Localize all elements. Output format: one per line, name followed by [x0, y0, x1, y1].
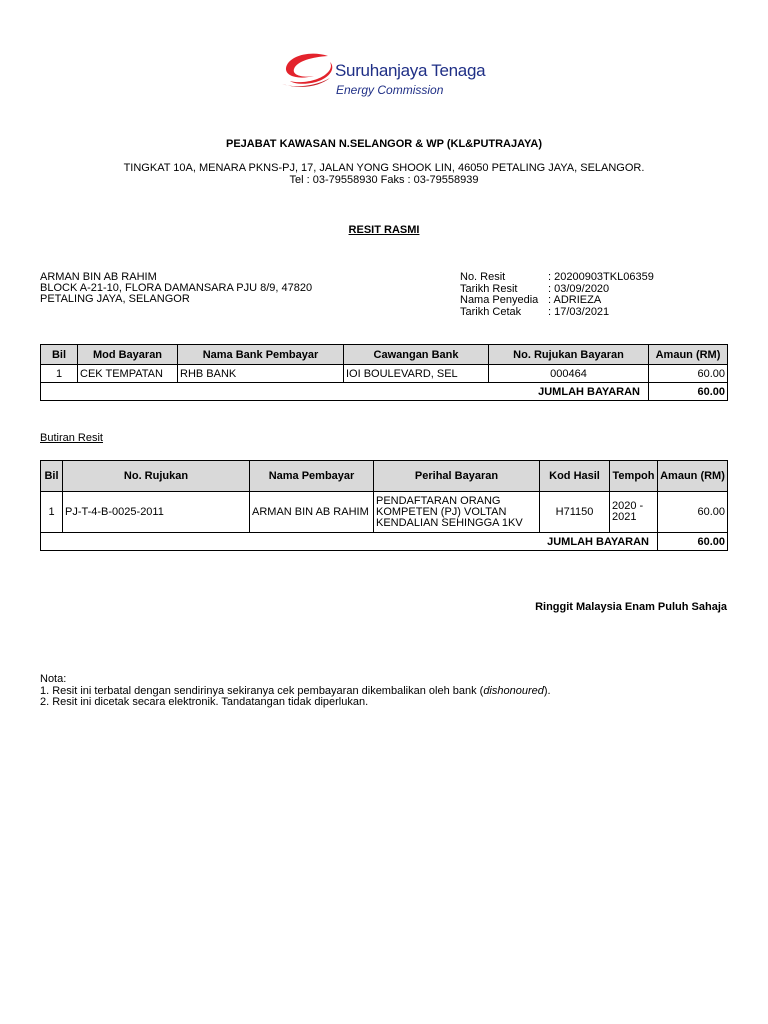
payer-name: ARMAN BIN AB RAHIM [40, 271, 157, 283]
total-amount: 60.00 [658, 533, 728, 551]
meta-value: : 17/03/2021 [548, 305, 610, 318]
cell-payment-mode: CEK TEMPATAN [78, 365, 178, 383]
receipt-meta [460, 272, 654, 318]
total-label: JUMLAH BAYARAN [41, 383, 649, 401]
meta-label: Tarikh Cetak [460, 305, 522, 318]
table-header-row [41, 461, 728, 492]
energy-commission-logo [280, 48, 520, 104]
cell-bank-branch: IOI BOULEVARD, SEL [344, 365, 489, 383]
table-row [41, 365, 728, 383]
cell-payment-reference: 000464 [489, 365, 649, 383]
note-1-suffix: ). [543, 684, 551, 697]
column-header: Nama Pembayar [250, 461, 374, 492]
meta-value: : ADRIEZA [548, 294, 602, 306]
column-header: Perihal Bayaran [374, 461, 540, 492]
receipt-title: RESIT RASMI [348, 224, 420, 236]
column-header: Bil [41, 461, 63, 492]
office-phone: Tel : 03-79558930 Faks : 03-79558939 [289, 174, 479, 186]
cell-amount: 60.00 [658, 492, 728, 533]
cell-payer-name: ARMAN BIN AB RAHIM [250, 492, 374, 533]
column-header: No. Rujukan [63, 461, 250, 492]
total-row [41, 533, 728, 551]
meta-label: Tarikh Resit [460, 282, 518, 295]
column-header: Tempoh [610, 461, 658, 492]
payer-block [40, 272, 312, 305]
meta-row-provider [460, 295, 654, 307]
column-header: Bil [41, 345, 78, 365]
amount-in-words: Ringgit Malaysia Enam Puluh Sahaja [535, 601, 727, 613]
meta-row-print-date [460, 307, 654, 319]
cell-amount: 60.00 [649, 365, 728, 383]
total-label: JUMLAH BAYARAN [41, 533, 658, 551]
meta-value: : 03/09/2020 [548, 282, 610, 295]
notes-title: Nota: [40, 673, 67, 685]
cell-payment-description: PENDAFTARAN ORANG KOMPETEN (PJ) VOLTAN KENDALIAN SEHINGGA 1KV [374, 492, 540, 533]
office-address: TINGKAT 10A, MENARA PKNS-PJ, 17, JALAN YONG SHOOK LIN, 46050 PETALING JAYA, SELANGOR. [123, 162, 645, 174]
details-table [40, 460, 728, 551]
logo-subtitle: Energy Commission [336, 83, 444, 97]
meta-label: No. Resit [460, 271, 506, 283]
details-heading: Butiran Resit [40, 432, 103, 444]
note-line-2: 2. Resit ini dicetak secara elektronik. Tandatangan tidak diperlukan. [40, 696, 369, 708]
swoosh-icon [280, 48, 340, 98]
column-header: Kod Hasil [540, 461, 610, 492]
cell-bil: 1 [41, 492, 63, 533]
column-header: Mod Bayaran [78, 345, 178, 365]
note-1-italic: dishonoured [483, 684, 544, 697]
table-header-row [41, 345, 728, 365]
meta-row-receipt-no [460, 272, 654, 284]
table-row [41, 492, 728, 533]
total-row [41, 383, 728, 401]
payment-table [40, 344, 728, 401]
column-header: Amaun (RM) [658, 461, 728, 492]
column-header: Amaun (RM) [649, 345, 728, 365]
cell-reference-no: PJ-T-4-B-0025-2011 [63, 492, 250, 533]
cell-bank-name: RHB BANK [178, 365, 344, 383]
cell-period: 2020 - 2021 [610, 492, 658, 533]
column-header: Cawangan Bank [344, 345, 489, 365]
meta-value: : 20200903TKL06359 [548, 271, 654, 283]
notes-block [40, 674, 551, 709]
total-amount: 60.00 [649, 383, 728, 401]
payer-address-line1: BLOCK A-21-10, FLORA DAMANSARA PJU 8/9, 47820 [40, 282, 313, 294]
cell-bil: 1 [41, 365, 78, 383]
cell-revenue-code: H71150 [540, 492, 610, 533]
office-title: PEJABAT KAWASAN N.SELANGOR & WP (KL&PUTRAJAYA) [226, 138, 542, 150]
column-header: No. Rujukan Bayaran [489, 345, 649, 365]
meta-label: Nama Penyedia [460, 294, 539, 306]
column-header: Nama Bank Pembayar [178, 345, 344, 365]
note-1-text: 1. Resit ini terbatal dengan sendirinya sekiranya cek pembayaran dikembalikan oleh bank ( [40, 684, 484, 697]
payer-address-line2: PETALING JAYA, SELANGOR [40, 293, 190, 305]
logo-name: Suruhanjaya Tenaga [335, 61, 486, 80]
